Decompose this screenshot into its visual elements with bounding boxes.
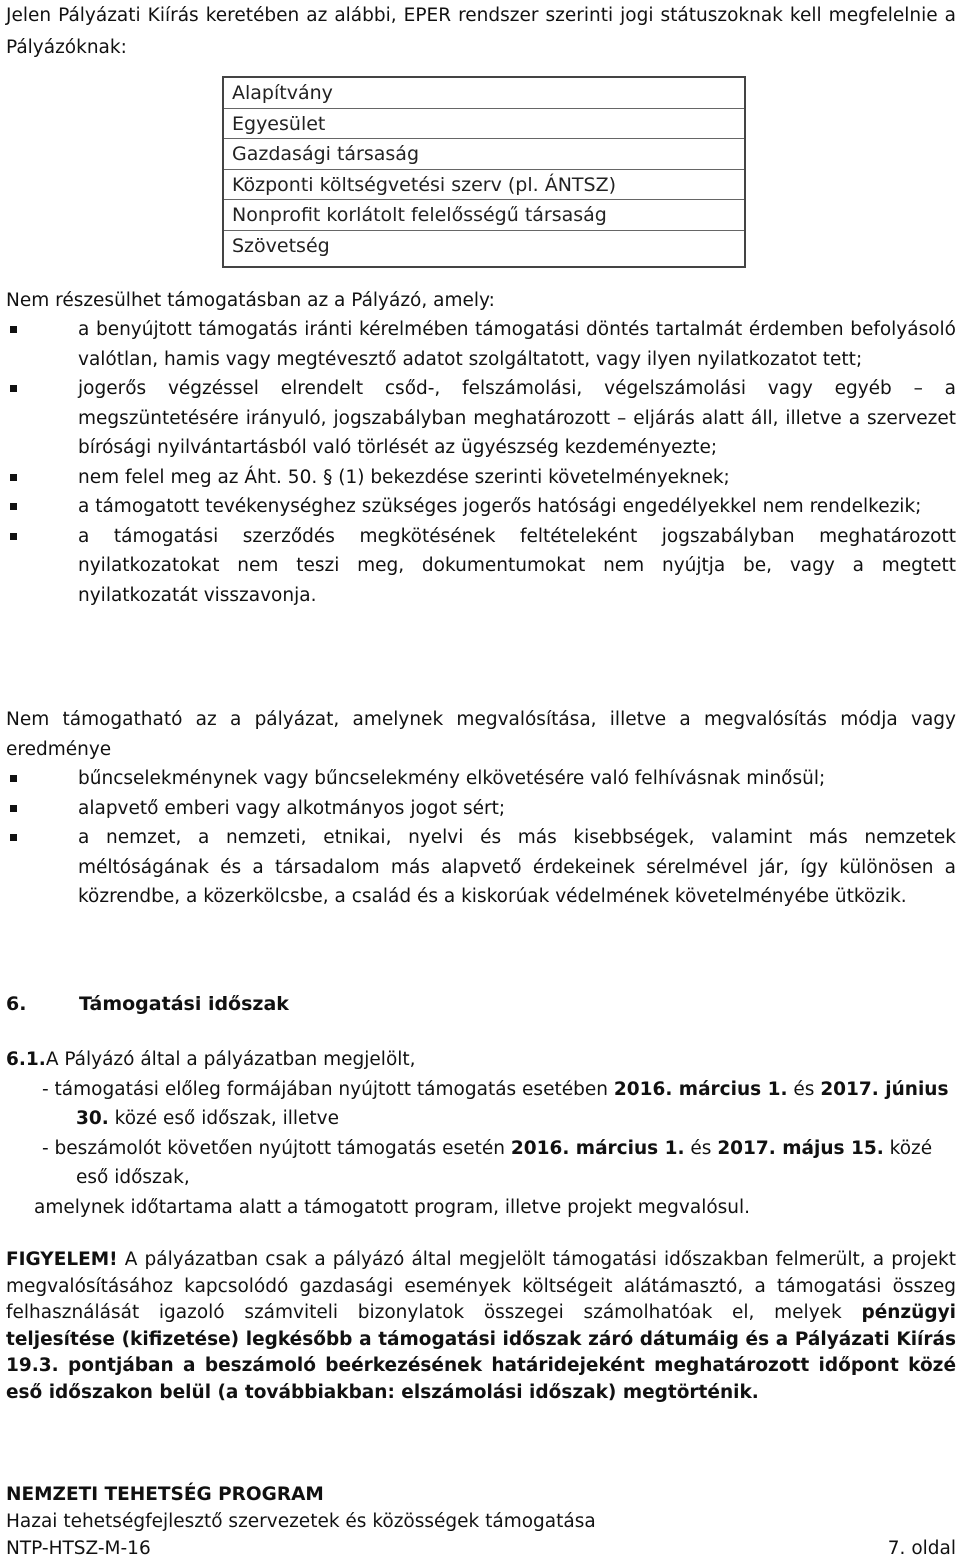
- exclusion-lead: Nem részesülhet támogatásban az a Pályázó, amely:: [6, 290, 495, 311]
- period-line-advance: - támogatási előleg formájában nyújtott támogatás esetében 2016. március 1. és 2017. június 30. közé eső időszak, illetve: [42, 1078, 949, 1129]
- not-supported-lead: Nem támogatható az a pályázat, amelynek megvalósítása, illetve a megvalósítás módja vagy eredménye: [6, 709, 956, 760]
- square-bullet-icon: [10, 326, 17, 333]
- section-heading: [6, 993, 289, 1015]
- exclusion-list: [6, 315, 956, 610]
- square-bullet-icon: [10, 533, 17, 540]
- list-item: alapvető emberi vagy alkotmányos jogot sért;: [6, 794, 956, 824]
- legal-status-item: Gazdasági társaság: [224, 139, 744, 170]
- square-bullet-icon: [10, 474, 17, 481]
- attention-label: FIGYELEM!: [6, 1249, 118, 1270]
- footer-program: NEMZETI TEHETSÉG PROGRAM: [6, 1484, 324, 1505]
- list-item: a nemzet, a nemzeti, etnikai, nyelvi és más kisebbségek, valamint más nemzetek méltóságának és a társadalom más alapvető érdekeinek sérelmével jár, így különösen a közrendbe, a közerkölcsbe, a család és a kiskorúak védelmének követelményébe ütközik.: [6, 823, 956, 912]
- list-item: a támogatott tevékenységhez szükséges jogerős hatósági engedélyekkel nem rendelkezik;: [6, 492, 956, 522]
- square-bullet-icon: [10, 503, 17, 510]
- list-item: jogerős végzéssel elrendelt csőd-, felszámolási, végelszámolási vagy egyéb – a megszüntetésére irányuló, jogszabályban meghatározott – eljárás alatt áll, illetve a szervezet bírósági nyilvántartásból való törlését az ügyészség kezdeményezte;: [6, 374, 956, 463]
- legal-status-table: [222, 76, 746, 268]
- subsection-lead: 6.1.A Pályázó által a pályázatban megjelölt,: [6, 1049, 416, 1070]
- section-number: 6.: [6, 993, 27, 1015]
- not-supported-list: [6, 764, 956, 912]
- page-number: 7. oldal: [887, 1538, 956, 1559]
- intro-paragraph: Jelen Pályázati Kiírás keretében az alábbi, EPER rendszer szerinti jogi státuszoknak kell megfelelnie a Pályázóknak:: [6, 5, 956, 58]
- legal-status-item: Központi költségvetési szerv (pl. ÁNTSZ): [224, 170, 744, 201]
- square-bullet-icon: [10, 385, 17, 392]
- section-title: Támogatási időszak: [79, 993, 289, 1015]
- page-footer: [6, 1481, 956, 1562]
- legal-status-item: Alapítvány: [224, 78, 744, 109]
- list-item: nem felel meg az Áht. 50. § (1) bekezdése szerinti követelményeknek;: [6, 463, 956, 493]
- footer-bottom-row: [6, 1535, 956, 1562]
- list-item: bűncselekménynek vagy bűncselekmény elkövetésére való felhívásnak minősül;: [6, 764, 956, 794]
- square-bullet-icon: [10, 805, 17, 812]
- legal-status-item: Egyesület: [224, 109, 744, 140]
- square-bullet-icon: [10, 834, 17, 841]
- footer-subtitle: Hazai tehetségfejlesztő szervezetek és közösségek támogatása: [6, 1511, 596, 1532]
- legal-status-item: Szövetség: [232, 234, 330, 257]
- period-line-report: - beszámolót követően nyújtott támogatás esetén 2016. március 1. és 2017. május 15. közé eső időszak,: [42, 1137, 933, 1188]
- period-closing: amelynek időtartama alatt a támogatott program, illetve projekt megvalósul.: [34, 1196, 751, 1218]
- attention-paragraph: FIGYELEM! A pályázatban csak a pályázó által megjelölt támogatási időszakban felmerült, a projekt megvalósításához kapcsolódó gazdasági események költségeit alátámasztó, a támogatási összeg felhasználását igazoló számviteli bizonylatok összegei számolhatóak el, melyek pénzügyi teljesítése (kifizetése) legkésőbb a támogatási időszak záró dátumáig és a Pályázati Kiírás 19.3. pontjában a beszámoló beérkezésének határidejeként meghatározott időpont közé eső időszakon belül (a továbbiakban: elszámolási időszak) megtörténik.: [6, 1249, 956, 1403]
- square-bullet-icon: [10, 775, 17, 782]
- subsection-6-1: [6, 1045, 956, 1222]
- footer-code: NTP-HTSZ-M-16: [6, 1538, 151, 1559]
- legal-status-item: Nonprofit korlátolt felelősségű társaság: [224, 200, 744, 231]
- list-item: a támogatási szerződés megkötésének feltételeként jogszabályban meghatározott nyilatkozatokat nem teszi meg, dokumentumokat nem nyújtja be, vagy a megtett nyilatkozatát visszavonja.: [6, 522, 956, 611]
- list-item: a benyújtott támogatás iránti kérelmében támogatási döntés tartalmát érdemben befolyásoló valótlan, hamis vagy megtévesztő adatot szolgáltatott, vagy ilyen nyilatkozatot tett;: [6, 315, 956, 374]
